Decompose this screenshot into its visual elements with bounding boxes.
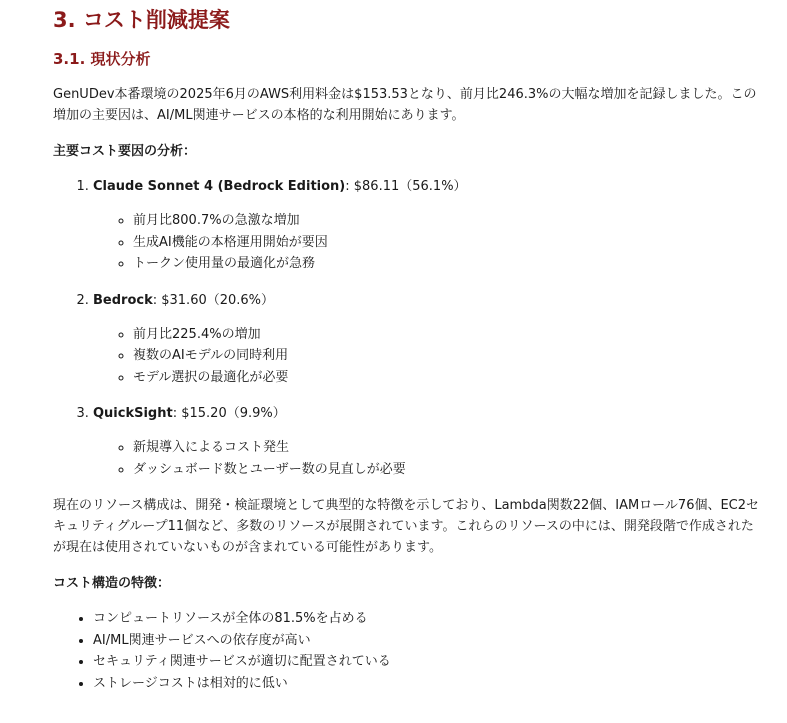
- structure-item: • セキュリティ関連サービスが適切に配置されている: [93, 651, 763, 673]
- cost-factor-details: [93, 210, 763, 275]
- detail-item: ◦ 複数のAIモデルの同時利用: [133, 345, 763, 367]
- detail-item: ◦ 新規導入によるコスト発生: [133, 437, 763, 459]
- detail-item: ◦ ダッシュボード数とユーザー数の見直しが必要: [133, 459, 763, 481]
- cost-factor-name: Bedrock: [93, 292, 153, 308]
- cost-factor-value: : $15.20（9.9%）: [172, 406, 286, 421]
- structure-heading: コスト構造の特徴：: [53, 576, 171, 591]
- subsection-title: 3.1. 現状分析: [53, 50, 151, 68]
- detail-item: ◦ 前月比800.7%の急激な増加: [133, 210, 763, 232]
- cost-factor-name: QuickSight: [93, 406, 173, 421]
- cost-factor-value: : $31.60（20.6%）: [152, 292, 275, 308]
- cost-factors-list: [53, 176, 763, 480]
- detail-item: ◦ トークン使用量の最適化が急務: [133, 253, 763, 275]
- cost-factor-item: [93, 290, 763, 389]
- detail-item: ◦ モデル選択の最適化が必要: [133, 367, 763, 389]
- structure-item: • ストレージコストは相対的に低い: [93, 673, 763, 695]
- resource-paragraph: 現在のリソース構成は、開発・検証環境として典型的な特徴を示しており、Lambda関数22個、IAMロール76個、EC2セキュリティグループ11個など、多数のリソースが展開されています。これらのリソースの中には、開発段階で作成されたが現在は使用されていないものが含まれている可能性があります。: [53, 498, 760, 555]
- cost-factor-details: [93, 437, 763, 480]
- detail-item: ◦ 前月比225.4%の増加: [133, 324, 763, 346]
- cost-factor-value: : $86.11（56.1%）: [345, 179, 467, 194]
- cost-factor-name: Claude Sonnet 4 (Bedrock Edition): [93, 179, 346, 194]
- structure-list: [53, 608, 763, 694]
- intro-paragraph: GenUDev本番環境の2025年6月のAWS利用料金は$153.53となり、前月比246.3%の大幅な増加を記録しました。この増加の主要因は、AI/ML関連サービスの本格的な利用開始にあります。: [53, 87, 757, 123]
- cost-factors-heading: 主要コスト要因の分析：: [53, 144, 197, 159]
- structure-item: • コンピュートリソースが全体の81.5%を占める: [93, 608, 763, 630]
- cost-factor-item: [93, 176, 763, 275]
- detail-item: ◦ 生成AI機能の本格運用開始が要因: [133, 232, 763, 254]
- cost-factor-details: [93, 324, 763, 389]
- structure-item: • AI/ML関連サービスへの依存度が高い: [93, 630, 763, 652]
- section-title: 3. コスト削減提案: [53, 8, 230, 32]
- cost-factor-item: [93, 403, 763, 480]
